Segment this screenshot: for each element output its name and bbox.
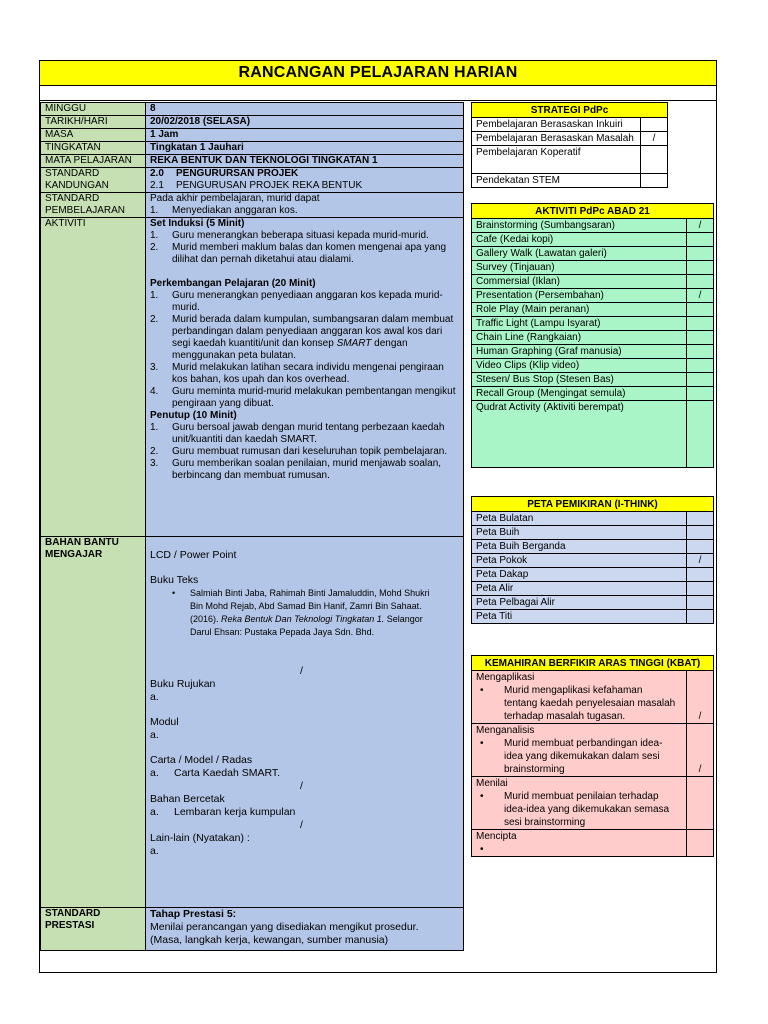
strategi-item-checkbox[interactable]: [641, 146, 668, 174]
abad21-item-label: Qudrat Activity (Aktiviti berempat): [472, 401, 687, 468]
ithink-item-label: Peta Titi: [472, 610, 687, 624]
strategi-item-checkbox[interactable]: [641, 174, 668, 188]
abad21-item-checkbox[interactable]: [687, 247, 714, 261]
bahan-bercetak-text: Lembaran kerja kumpulan: [174, 806, 296, 818]
value-tarikh: 20/02/2018 (SELASA): [146, 116, 464, 129]
row-tingkatan: [41, 142, 464, 155]
kbat-section-title: Mengaplikasi: [476, 672, 535, 683]
ithink-item-label: Peta Dakap: [472, 568, 687, 582]
pembelajaran-intro: Pada akhir pembelajaran, murid dapat: [150, 193, 320, 204]
activity-text: Guru memberikan soalan penilaian, murid menjawab soalan, berbincang dan membuat rumusan.: [172, 458, 442, 481]
activity-item: [150, 314, 459, 362]
kbat-section: [472, 724, 714, 777]
abad21-item-checkbox[interactable]: [687, 401, 714, 468]
lesson-plan-frame: [39, 60, 717, 973]
row-masa: [41, 129, 464, 142]
bahan-buku-rujukan: Buku Rujukan: [150, 678, 216, 690]
prestasi-line: Menilai perancangan yang disediakan mengikut prosedur.: [150, 921, 419, 933]
penutup-list: [150, 422, 459, 482]
ithink-item-label: Peta Bulatan: [472, 512, 687, 526]
kbat-header: KEMAHIRAN BERFIKIR ARAS TINGGI (KBAT): [472, 656, 714, 671]
value-mata-pelajaran: REKA BENTUK DAN TEKNOLOGI TINGKATAN 1: [146, 155, 464, 168]
activity-text: Guru bersoal jawab dengan murid tentang perbezaan kaedah unit/kuantiti dan kaedah SMART.: [172, 422, 445, 445]
ithink-item-label: Peta Buih: [472, 526, 687, 540]
item-letter: a.: [150, 806, 159, 818]
kandungan-text: PENGURURSAN PROJEK: [176, 168, 299, 179]
ithink-item-checkbox[interactable]: /: [687, 554, 714, 568]
bullet-icon: [476, 816, 504, 829]
bahan-carta: Carta / Model / Radas: [150, 754, 253, 766]
pembelajaran-text: Menyediakan anggaran kos.: [172, 205, 298, 216]
label-standard-kandungan: [41, 168, 146, 193]
kbat-section-title: Mencipta: [476, 831, 517, 842]
ithink-item-checkbox[interactable]: [687, 596, 714, 610]
bullet-icon: [476, 750, 504, 763]
abad21-item-checkbox[interactable]: [687, 387, 714, 401]
strategi-item: [472, 118, 668, 132]
activity-item: [150, 446, 459, 458]
activity-number: 2.: [150, 314, 159, 325]
label-mata-pelajaran: MATA PELAJARAN: [41, 155, 146, 168]
kandungan-line-1: [150, 168, 459, 180]
kandungan-num: 2.1: [150, 180, 164, 191]
kbat-line-text: sesi brainstorming: [504, 817, 586, 828]
label-line: BAHAN BANTU: [45, 537, 119, 548]
prestasi-line: (Masa, langkah kerja, kewangan, sumber manusia): [150, 934, 389, 946]
row-mata-pelajaran: [41, 155, 464, 168]
prestasi-title: Tahap Prestasi 5:: [150, 908, 237, 920]
activity-number: 3.: [150, 362, 159, 373]
ithink-item: [472, 512, 714, 526]
bahan-a: a.: [150, 845, 159, 857]
abad21-item-label: Recall Group (Mengingat semula): [472, 387, 687, 401]
bullet-icon: •: [172, 588, 176, 598]
abad21-item-label: Cafe (Kedai kopi): [472, 233, 687, 247]
ithink-item: [472, 526, 714, 540]
kbat-line-text: terhadap masalah tugasan.: [504, 711, 626, 722]
bahan-bercetak: Bahan Bercetak: [150, 793, 225, 805]
kbat-line: [476, 697, 682, 710]
label-line: STANDARD: [45, 168, 100, 179]
bahan-bercetak-item: [150, 806, 459, 819]
ithink-item: [472, 610, 714, 624]
tick-mark: /: [300, 819, 303, 831]
ithink-item-label: Peta Pelbagai Alir: [472, 596, 687, 610]
kbat-line-text: tentang kaedah penyelesaian masalah: [504, 698, 676, 709]
kbat-line: [476, 803, 682, 816]
bullet-icon: •: [480, 685, 484, 696]
kbat-section-checkbox[interactable]: [687, 830, 714, 857]
kbat-line-text: Murid mengaplikasi kefahaman: [504, 685, 643, 696]
activity-item: [150, 362, 459, 386]
strategi-item-label: Pendekatan STEM: [472, 174, 641, 188]
strategi-item-checkbox[interactable]: [641, 118, 668, 132]
value-standard-pembelajaran: [146, 193, 464, 218]
kbat-line-text: Murid membuat penilaian terhadap: [504, 791, 659, 802]
strategi-item-checkbox[interactable]: /: [641, 132, 668, 146]
abad21-item-checkbox[interactable]: [687, 373, 714, 387]
abad21-item: [472, 387, 714, 401]
kbat-section: [472, 671, 714, 724]
abad21-item-label: Video Clips (Klip video): [472, 359, 687, 373]
label-standard-pembelajaran: [41, 193, 146, 218]
label-masa: MASA: [41, 129, 146, 142]
label-line: PRESTASI: [45, 920, 95, 931]
activity-number: 4.: [150, 386, 159, 397]
activity-item: [150, 422, 459, 446]
ithink-header: PETA PEMIKIRAN (I-THINK): [472, 497, 714, 512]
kbat-section-checkbox[interactable]: /: [687, 724, 714, 777]
ithink-item-label: Peta Alir: [472, 582, 687, 596]
value-standard-prestasi: [146, 908, 464, 951]
bahan-a: a.: [150, 729, 159, 741]
ithink-item: [472, 568, 714, 582]
value-bahan: [146, 537, 464, 908]
value-aktiviti: [146, 218, 464, 537]
activity-number: 2.: [150, 242, 159, 253]
ithink-item-checkbox[interactable]: [687, 512, 714, 526]
ithink-item: [472, 540, 714, 554]
ref-place: Selangor: [384, 614, 423, 624]
abad21-item-label: Survey (Tinjauan): [472, 261, 687, 275]
bahan-modul: Modul: [150, 716, 179, 728]
abad21-item: [472, 401, 714, 468]
abad21-item: [472, 317, 714, 331]
activity-text: Guru menerangkan penyediaan anggaran kos kepada murid-murid.: [172, 290, 443, 313]
label-minggu: MINGGU: [41, 103, 146, 116]
abad21-item-checkbox[interactable]: [687, 331, 714, 345]
kbat-line: [476, 790, 682, 803]
abad21-item-checkbox[interactable]: [687, 359, 714, 373]
strategi-item-label: Pembelajaran Berasaskan Inkuiri: [472, 118, 641, 132]
ithink-item-checkbox[interactable]: [687, 568, 714, 582]
perkembangan-list: [150, 290, 459, 410]
label-tarikh: TARIKH/HARI: [41, 116, 146, 129]
kbat-line-text: idea yang dikemukakan dalam sesi: [504, 751, 660, 762]
abad21-item-checkbox[interactable]: /: [687, 289, 714, 303]
ithink-item-checkbox[interactable]: [687, 526, 714, 540]
bullet-icon: [476, 697, 504, 710]
kbat-line: [476, 750, 682, 763]
kbat-line: [476, 737, 682, 750]
activity-item: [150, 242, 459, 266]
strategi-table: [471, 102, 668, 188]
bahan-reference: [150, 587, 459, 639]
kbat-section: [472, 777, 714, 830]
row-tarikh: [41, 116, 464, 129]
bullet-icon: •: [480, 738, 484, 749]
row-standard-kandungan: [41, 168, 464, 193]
activity-number: 3.: [150, 458, 159, 469]
activity-item: [150, 230, 459, 242]
abad21-header: AKTIVITI PdPc ABAD 21: [472, 204, 714, 219]
kbat-section-title: Menilai: [476, 778, 508, 789]
bullet-icon: •: [480, 844, 484, 855]
reference-line: Darul Ehsan: Pustaka Pepada Jaya Sdn. Bhd.: [190, 627, 375, 637]
row-bahan: [41, 537, 464, 908]
activity-text: Murid melakukan latihan secara individu mengenai pengiraan kos bahan, kos upah dan kos overhead.: [172, 362, 444, 385]
abad21-table: [471, 203, 714, 468]
reference-line: [150, 613, 459, 626]
abad21-item: [472, 261, 714, 275]
label-bahan: [41, 537, 146, 908]
kandungan-text: PENGURUSAN PROJEK REKA BENTUK: [176, 180, 363, 191]
abad21-item: [472, 247, 714, 261]
abad21-item-label: Human Graphing (Graf manusia): [472, 345, 687, 359]
strategi-item: [472, 174, 668, 188]
kbat-line: [476, 763, 682, 776]
kbat-line-text: Murid membuat perbandingan idea-: [504, 738, 663, 749]
row-standard-prestasi: [41, 908, 464, 951]
pembelajaran-item: [150, 205, 459, 217]
kbat-table: [471, 655, 714, 857]
kbat-line: [476, 710, 682, 723]
ithink-item: [472, 582, 714, 596]
row-standard-pembelajaran: [41, 193, 464, 218]
bahan-lcd: LCD / Power Point: [150, 549, 237, 561]
tick-mark: /: [300, 780, 303, 792]
label-tingkatan: TINGKATAN: [41, 142, 146, 155]
reference-line: Bin Mohd Rejab, Abd Samad Bin Hanif, Zamri Bin Sahaat.: [190, 601, 422, 611]
abad21-item-checkbox[interactable]: [687, 275, 714, 289]
abad21-item-label: Chain Line (Rangkaian): [472, 331, 687, 345]
kbat-line-text: idea-idea yang dikemukakan semasa: [504, 804, 670, 815]
strategi-item-label: Pembelajaran Koperatif: [472, 146, 641, 174]
bahan-buku-teks: Buku Teks: [150, 574, 199, 586]
kbat-section: [472, 830, 714, 857]
kbat-section-body: [472, 671, 687, 724]
abad21-item-checkbox[interactable]: [687, 261, 714, 275]
ithink-item-checkbox[interactable]: [687, 540, 714, 554]
perkembangan-title: Perkembangan Pelajaran (20 Minit): [150, 278, 316, 289]
abad21-item: [472, 359, 714, 373]
kandungan-num: 2.0: [150, 168, 164, 179]
ithink-item-checkbox[interactable]: [687, 610, 714, 624]
item-letter: a.: [150, 767, 159, 779]
activity-number: 1.: [150, 290, 159, 301]
page-title: RANCANGAN PELAJARAN HARIAN: [40, 61, 716, 86]
label-line: STANDARD: [45, 193, 100, 204]
penutup-title: Penutup (10 Minit): [150, 410, 237, 421]
abad21-item-label: Brainstorming (Sumbangsaran): [472, 219, 687, 233]
reference-item: [150, 587, 459, 600]
label-aktiviti: AKTIVITI: [41, 218, 146, 537]
kbat-line: [476, 816, 682, 829]
abad21-item: [472, 331, 714, 345]
ithink-table: [471, 496, 714, 624]
bullet-icon: [476, 803, 504, 816]
activity-text: Murid memberi maklum balas dan komen mengenai apa yang dilihat dan pernah diketahui atau dialami.: [172, 242, 447, 265]
abad21-item: [472, 219, 714, 233]
kbat-section-checkbox[interactable]: /: [687, 671, 714, 724]
activity-text: Guru membuat rumusan dari keseluruhan topik pembelajaran.: [172, 446, 448, 457]
abad21-item-label: Role Play (Main peranan): [472, 303, 687, 317]
abad21-item-checkbox[interactable]: [687, 317, 714, 331]
label-line: PEMBELAJARAN: [45, 205, 126, 216]
value-tingkatan: Tingkatan 1 Jauhari: [146, 142, 464, 155]
label-line: KANDUNGAN: [45, 180, 109, 191]
ithink-item-label: Peta Buih Berganda: [472, 540, 687, 554]
activity-item: [150, 458, 459, 482]
ithink-item: [472, 596, 714, 610]
bullet-icon: [476, 763, 504, 776]
kbat-section-body: [472, 830, 687, 857]
kbat-line: [476, 684, 682, 697]
bahan-a: a.: [150, 691, 159, 703]
abad21-item: [472, 345, 714, 359]
bullet-icon: •: [480, 791, 484, 802]
activity-item: [150, 290, 459, 314]
abad21-item-label: Gallery Walk (Lawatan galeri): [472, 247, 687, 261]
bullet-icon: [476, 710, 504, 723]
ithink-item: [472, 554, 714, 568]
pembelajaran-num: 1.: [150, 205, 159, 216]
strategi-header: STRATEGI PdPc: [472, 103, 668, 118]
ithink-item-label: Peta Pokok: [472, 554, 687, 568]
activity-text: Guru meminta murid-murid melakukan pembentangan mengikut pengiraan yang dibuat.: [172, 386, 456, 409]
abad21-item: [472, 275, 714, 289]
abad21-item: [472, 303, 714, 317]
abad21-item-checkbox[interactable]: [687, 233, 714, 247]
row-aktiviti: [41, 218, 464, 537]
activity-text: Guru menerangkan beberapa situasi kepada murid-murid.: [172, 230, 429, 241]
activity-number: 1.: [150, 230, 159, 241]
abad21-item-checkbox[interactable]: [687, 345, 714, 359]
abad21-item-checkbox[interactable]: [687, 303, 714, 317]
main-table: [40, 102, 464, 951]
title-spacer-row: [40, 86, 716, 101]
label-line: STANDARD: [45, 908, 101, 919]
row-minggu: [41, 103, 464, 116]
abad21-item: [472, 373, 714, 387]
carta-item-text: Carta Kaedah SMART.: [174, 767, 281, 779]
strategi-item: [472, 132, 668, 146]
abad21-item: [472, 289, 714, 303]
set-induksi-list: [150, 230, 459, 266]
abad21-item-label: Presentation (Persembahan): [472, 289, 687, 303]
strategi-item-label: Pembelajaran Berasaskan Masalah: [472, 132, 641, 146]
carta-item: [150, 767, 459, 780]
ithink-item-checkbox[interactable]: [687, 582, 714, 596]
ref-year: (2016).: [190, 614, 222, 624]
ref-title: Reka Bentuk Dan Teknologi Tingkatan 1.: [221, 614, 385, 624]
kandungan-line-2: [150, 180, 459, 192]
kbat-section-checkbox[interactable]: [687, 777, 714, 830]
kbat-section-body: [472, 777, 687, 830]
strategi-item: [472, 146, 668, 174]
kbat-line-text: brainstorming: [504, 764, 565, 775]
kbat-line: [476, 843, 682, 856]
bahan-lain: Lain-lain (Nyatakan) :: [150, 832, 250, 844]
reference-line: Salmiah Binti Jaba, Rahimah Binti Jamaluddin, Mohd Shukri: [190, 588, 430, 598]
activity-number: 1.: [150, 422, 159, 433]
value-minggu: 8: [146, 103, 464, 116]
abad21-item-label: Stesen/ Bus Stop (Stesen Bas): [472, 373, 687, 387]
activity-item: [150, 386, 459, 410]
value-masa: 1 Jam: [146, 129, 464, 142]
abad21-item: [472, 233, 714, 247]
label-standard-prestasi: [41, 908, 146, 951]
value-standard-kandungan: [146, 168, 464, 193]
activity-text: Murid berada dalam kumpulan, sumbangsaran dalam membuat perbandingan dalam penyediaan anggaran kos awal kos dari segi kaedah kuantiti/unit dan konsep SMART dengan menggunakan peta bulatan.: [172, 314, 454, 361]
set-induksi-title: Set Induksi (5 Minit): [150, 218, 245, 229]
activity-number: 2.: [150, 446, 159, 457]
kbat-section-title: Menganalisis: [476, 725, 535, 736]
abad21-item-checkbox[interactable]: /: [687, 219, 714, 233]
kbat-section-body: [472, 724, 687, 777]
abad21-item-label: Traffic Light (Lampu Isyarat): [472, 317, 687, 331]
abad21-item-label: Commersial (Iklan): [472, 275, 687, 289]
label-line: MENGAJAR: [45, 549, 103, 560]
tick-mark: /: [300, 665, 303, 677]
